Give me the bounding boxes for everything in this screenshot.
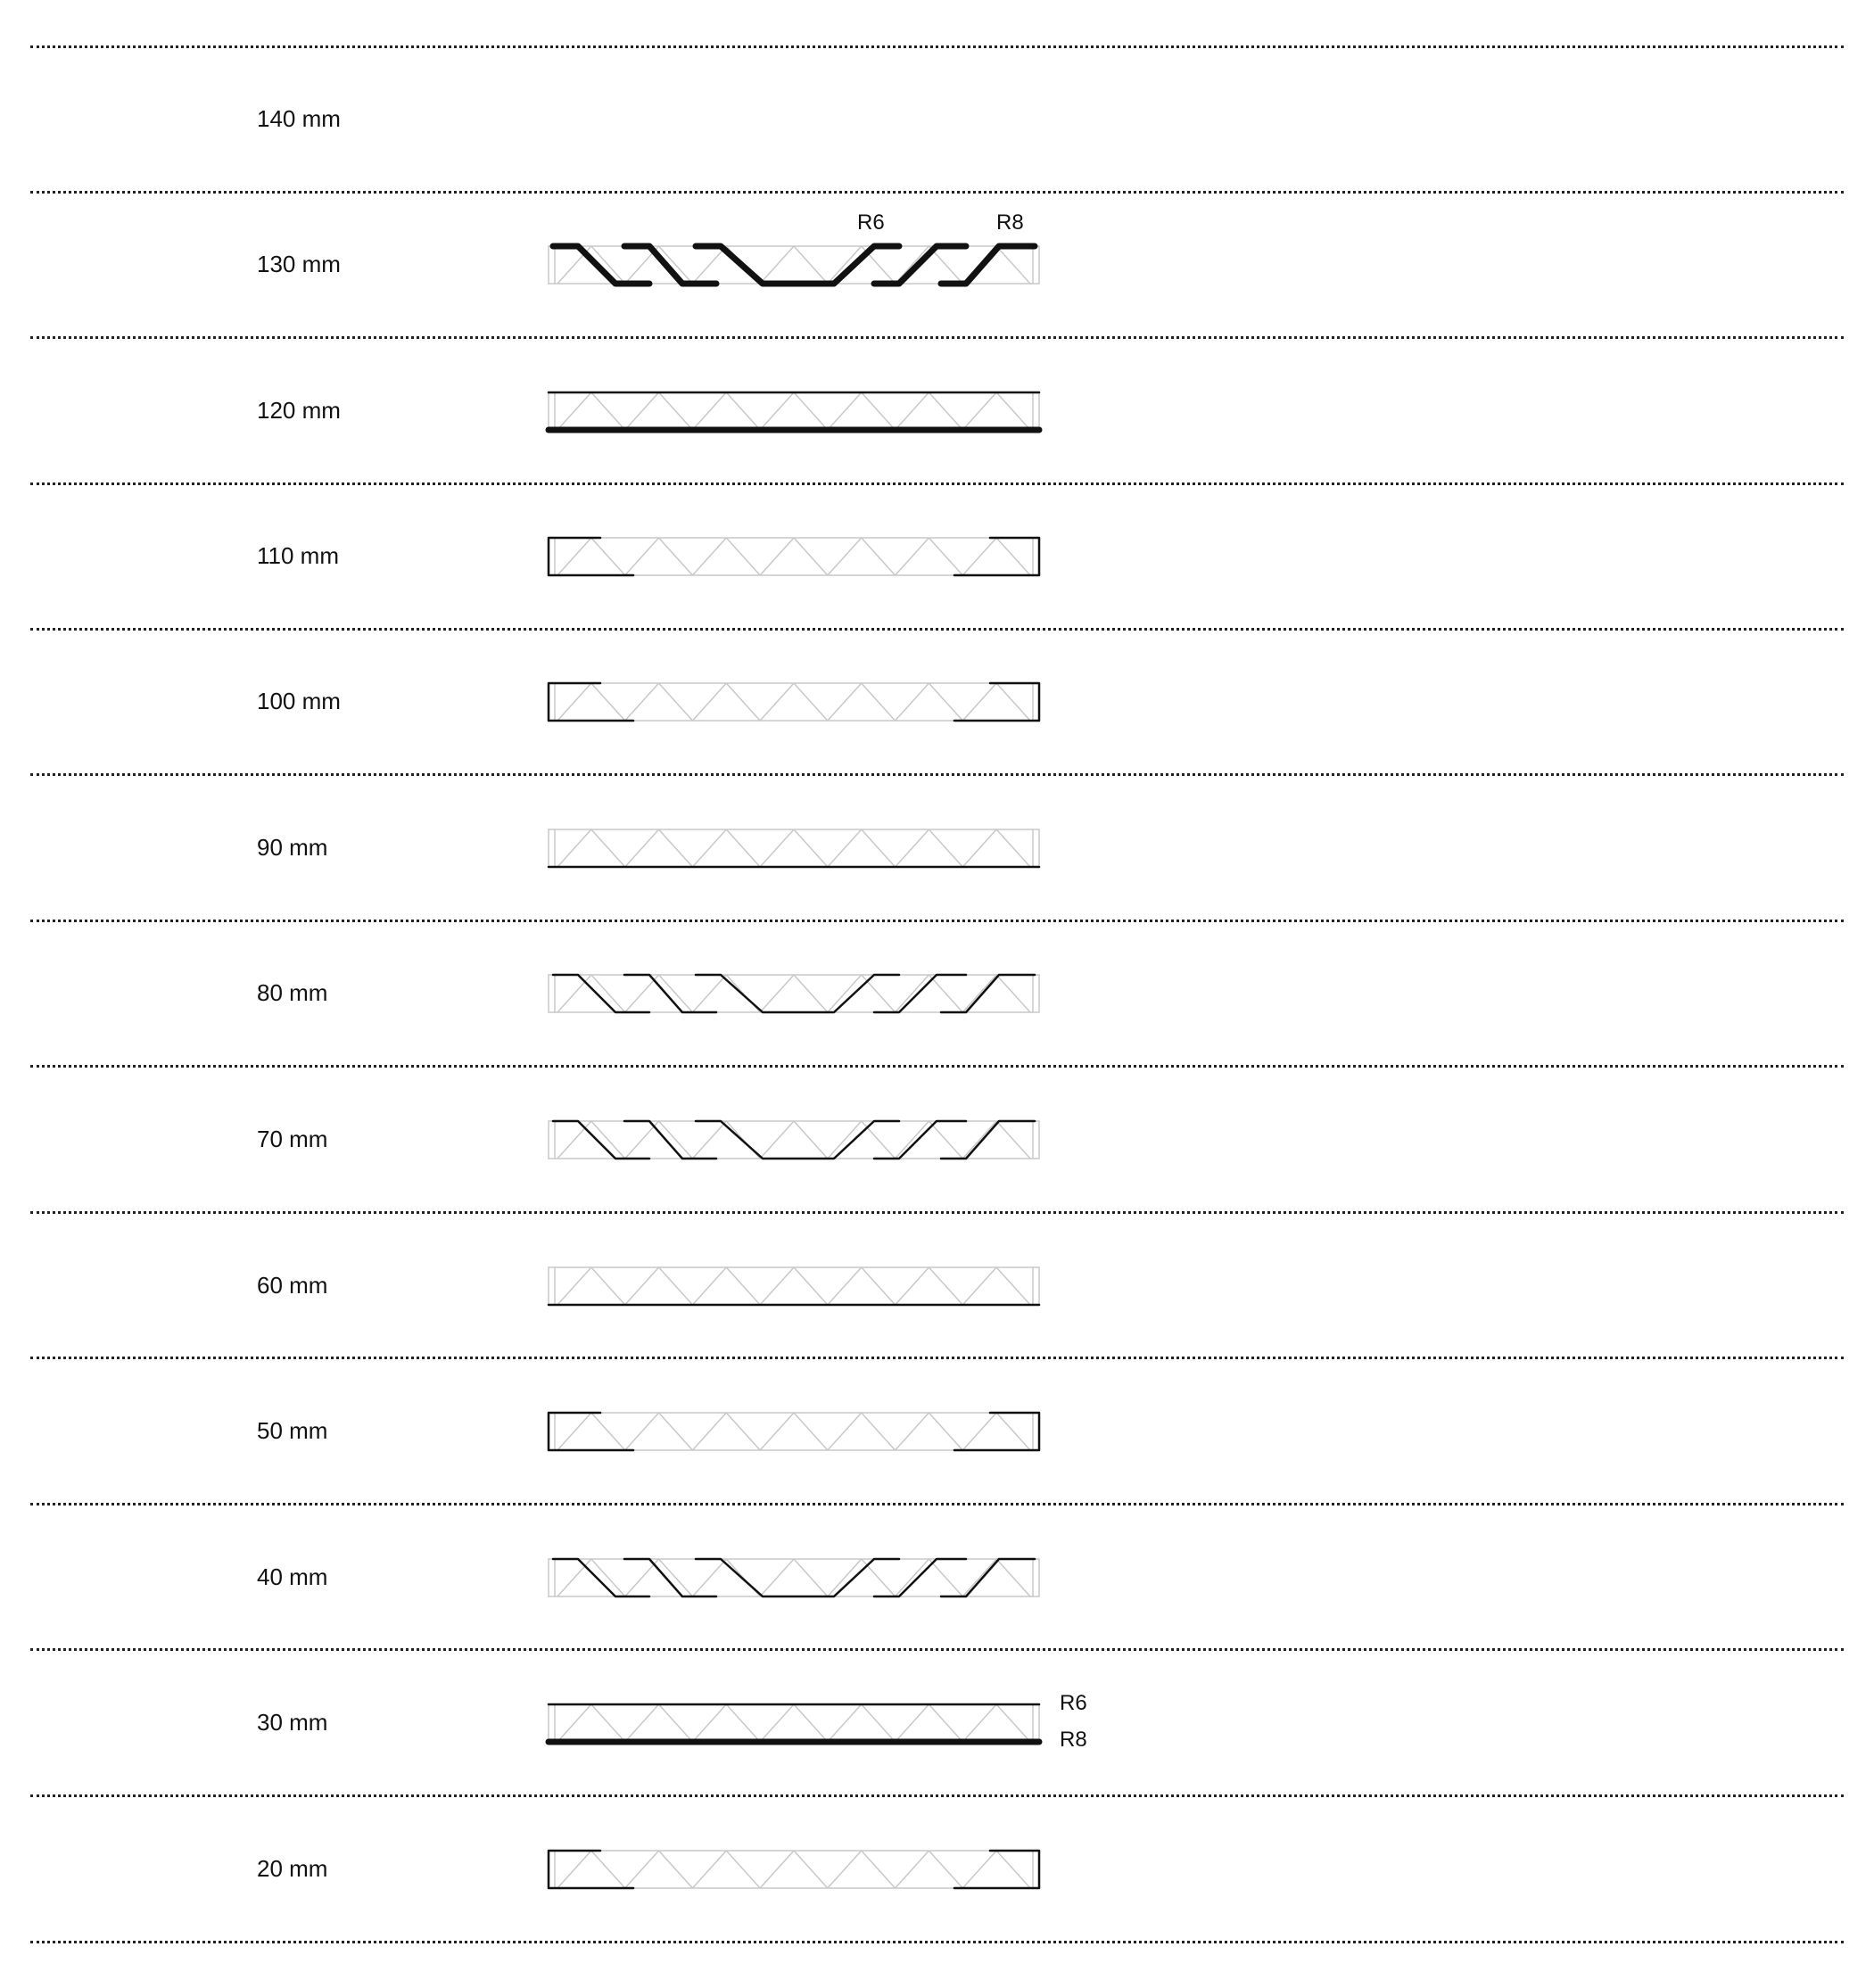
stud-profile (696, 1559, 899, 1596)
diagram-120-double-bold (535, 384, 1053, 437)
row-label-120: 120 mm (257, 397, 341, 424)
faint-truss-web (557, 392, 1030, 430)
stud-profile (624, 1559, 716, 1596)
diagram-50-bracket (535, 1404, 1053, 1457)
divider (30, 1941, 1844, 1943)
divider (30, 483, 1844, 485)
row-label-140: 140 mm (257, 105, 341, 132)
row-label-30: 30 mm (257, 1709, 328, 1736)
divider (30, 628, 1844, 631)
faint-truss-web (557, 1121, 1030, 1159)
faint-truss-web (557, 1267, 1030, 1305)
row-label-110: 110 mm (257, 542, 339, 569)
faint-truss-web (557, 1704, 1030, 1742)
diagram-60-bottom-line (535, 1258, 1053, 1312)
divider (30, 1357, 1844, 1359)
row-label-100: 100 mm (257, 688, 341, 714)
stud-profile (941, 246, 1035, 284)
annotation-r8: R8 (1060, 1728, 1087, 1752)
divider (30, 1648, 1844, 1651)
divider (30, 1794, 1844, 1797)
stud-profile (941, 1559, 1035, 1596)
diagram-110-bracket (535, 529, 1053, 582)
stud-profile (553, 246, 649, 284)
row-label-20: 20 mm (257, 1855, 328, 1882)
diagram-130-zigzag-bold (535, 237, 1053, 291)
stud-profile (624, 975, 716, 1012)
row-label-60: 60 mm (257, 1272, 328, 1299)
annotation-r6: R6 (857, 210, 885, 235)
annotation-r8: R8 (996, 210, 1024, 235)
stud-profile (696, 246, 899, 284)
row-label-70: 70 mm (257, 1126, 328, 1152)
diagram-30-double-bold (535, 1695, 1053, 1749)
faint-truss-web (557, 246, 1030, 284)
faint-truss-web (557, 683, 1030, 721)
stud-profile (553, 1121, 649, 1159)
faint-truss-web (557, 1413, 1030, 1450)
row-label-90: 90 mm (257, 834, 328, 861)
row-label-80: 80 mm (257, 979, 328, 1006)
faint-truss-web (557, 829, 1030, 867)
annotation-r6: R6 (1060, 1691, 1087, 1715)
stud-profile (696, 1121, 899, 1159)
stud-profile (874, 246, 966, 284)
divider (30, 1503, 1844, 1505)
diagram-20-bracket (535, 1842, 1053, 1895)
stud-profile (874, 1559, 966, 1596)
stud-profile (553, 1559, 649, 1596)
stud-profile (941, 1121, 1035, 1159)
divider (30, 45, 1844, 48)
stud-profile (941, 975, 1035, 1012)
divider (30, 191, 1844, 194)
faint-truss-web (557, 1851, 1030, 1888)
divider (30, 1065, 1844, 1068)
stud-profile (696, 975, 899, 1012)
stud-profile (553, 975, 649, 1012)
divider (30, 920, 1844, 922)
stud-profile (874, 975, 966, 1012)
row-label-50: 50 mm (257, 1417, 328, 1444)
stud-profile (624, 1121, 716, 1159)
diagram-80-zigzag (535, 966, 1053, 1019)
diagram-100-bracket (535, 674, 1053, 728)
diagram-90-bottom-line (535, 821, 1053, 874)
divider (30, 336, 1844, 339)
stud-profile (624, 246, 716, 284)
diagram-70-zigzag (535, 1112, 1053, 1166)
stud-profile (874, 1121, 966, 1159)
divider (30, 773, 1844, 776)
row-label-40: 40 mm (257, 1563, 328, 1590)
diagram-40-zigzag (535, 1550, 1053, 1604)
faint-truss-web (557, 975, 1030, 1012)
divider (30, 1211, 1844, 1214)
row-label-130: 130 mm (257, 251, 341, 277)
faint-truss-web (557, 538, 1030, 575)
faint-truss-web (557, 1559, 1030, 1596)
